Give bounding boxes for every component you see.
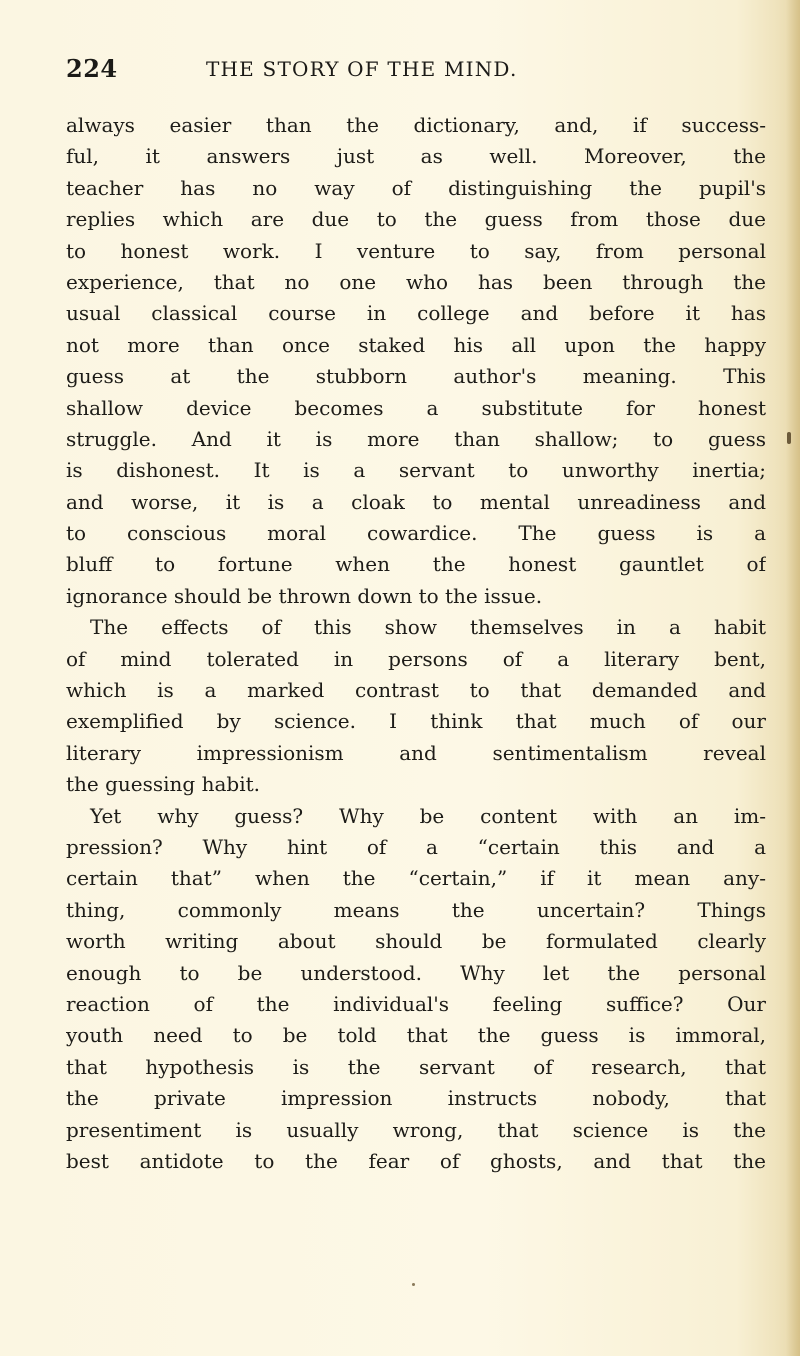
text-line: worth writing about should be formulated clearly	[66, 929, 766, 954]
text-line: youth need to be told that the guess is immoral,	[66, 1023, 766, 1048]
text-line: presentiment is usually wrong, that science is the	[66, 1117, 766, 1142]
text-line: always easier than the dictionary, and, if success-	[66, 113, 766, 137]
page-number: 224	[66, 54, 118, 83]
text-line: certain that” when the “certain,” if it mean any-	[66, 866, 766, 891]
text-line: the private impression instructs nobody, that	[66, 1086, 766, 1111]
text-line: not more than once staked his all upon the happy	[66, 332, 766, 357]
text-line: thing, commonly means the uncertain? Things	[66, 897, 766, 922]
text-line: exemplified by science. I think that much of our	[66, 709, 766, 734]
text-line: pression? Why hint of a “certain this and a	[66, 834, 766, 859]
text-line: The effects of this show themselves in a habit	[90, 615, 766, 640]
text-line: enough to be understood. Why let the personal	[66, 960, 766, 985]
text-line: which is a marked contrast to that demanded and	[66, 678, 766, 703]
text-line: replies which are due to the guess from those due	[66, 207, 766, 232]
running-head	[66, 46, 756, 96]
page-edge-shadow	[786, 0, 800, 1356]
text-line: bluff to fortune when the honest gauntlet of	[66, 552, 766, 577]
text-line: and worse, it is a cloak to mental unreadiness and	[66, 489, 766, 514]
text-line: of mind tolerated in persons of a literary bent,	[66, 646, 766, 671]
text-line: is dishonest. It is a servant to unworthy inertia;	[66, 458, 766, 483]
paper-speck	[412, 1283, 415, 1286]
running-title: THE STORY OF THE MIND.	[206, 57, 518, 81]
text-line: experience, that no one who has been through the	[66, 269, 766, 294]
text-line: shallow device becomes a substitute for honest	[66, 395, 766, 420]
text-line: that hypothesis is the servant of research, that	[66, 1054, 766, 1079]
text-line: best antidote to the fear of ghosts, and that the	[66, 1148, 766, 1173]
text-line: Yet why guess? Why be content with an im-	[90, 803, 766, 828]
text-line: teacher has no way of distinguishing the pupil's	[66, 175, 766, 200]
margin-ink-mark	[787, 432, 791, 444]
text-line: struggle. And it is more than shallow; to guess	[66, 426, 766, 451]
text-line: literary impressionism and sentimentalism reveal	[66, 740, 766, 765]
text-line: to honest work. I venture to say, from personal	[66, 238, 766, 263]
text-line: the guessing habit.	[66, 772, 260, 797]
text-line: reaction of the individual's feeling suffice? Our	[66, 991, 766, 1016]
body-text	[66, 110, 766, 1177]
text-line: usual classical course in college and before it has	[66, 301, 766, 326]
text-line: ful, it answers just as well. Moreover, the	[66, 144, 766, 169]
text-line: ignorance should be thrown down to the issue.	[66, 583, 543, 608]
text-line: guess at the stubborn author's meaning. This	[66, 364, 766, 389]
text-line: to conscious moral cowardice. The guess is a	[66, 521, 766, 546]
